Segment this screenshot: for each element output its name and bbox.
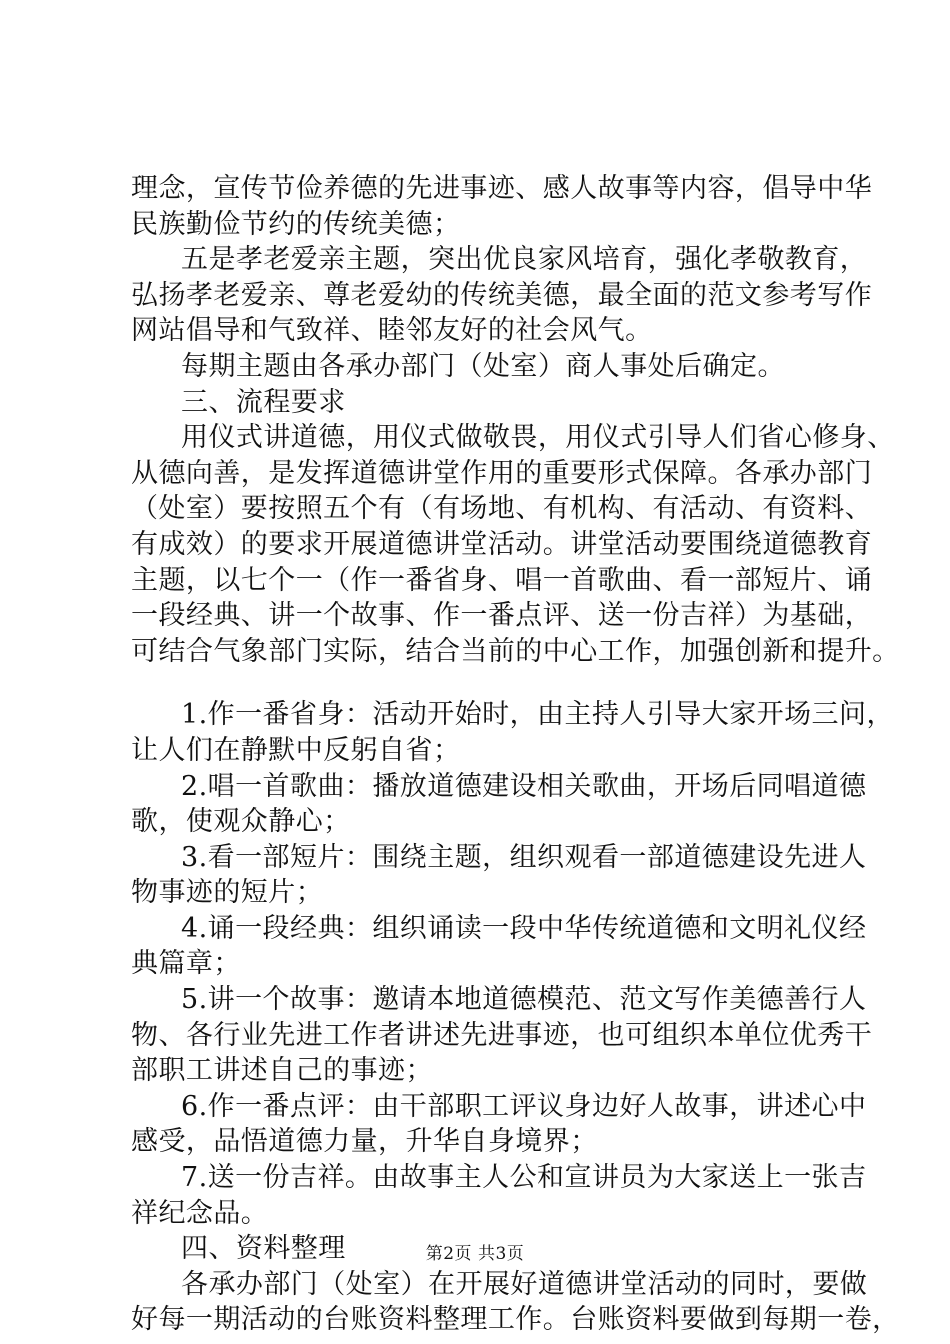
text-line: 5.讲一个故事：邀请本地道德模范、范文写作美德善行人 xyxy=(181,984,867,1016)
text-line: 主题，以七个一（作一番省身、唱一首歌曲、看一部短片、诵 xyxy=(131,564,873,596)
text-line: 物、各行业先进工作者讲述先进事迹，也可组织本单位优秀干 xyxy=(131,1019,873,1051)
text-line: 让人们在静默中反躬自省； xyxy=(131,734,461,766)
text-line: 可结合气象部门实际，结合当前的中心工作，加强创新和提升。 xyxy=(131,635,900,667)
text-line: 民族勤俭节约的传统美德； xyxy=(131,208,461,240)
text-line: 理念，宣传节俭养德的先进事迹、感人故事等内容，倡导中华 xyxy=(131,173,873,204)
text-line: 每期主题由各承办部门（处室）商人事处后确定。 xyxy=(181,350,785,382)
text-line: 7.送一份吉祥。由故事主人公和宣讲员为大家送上一张吉 xyxy=(181,1162,867,1194)
text-line: 祥纪念品。 xyxy=(131,1197,269,1229)
text-line: 1.作一番省身：活动开始时，由主持人引导大家开场三问， xyxy=(181,699,894,731)
text-line: 弘扬孝老爱亲、尊老爱幼的传统美德，最全面的范文参考写作 xyxy=(131,279,873,311)
text-line: 2.唱一首歌曲：播放道德建设相关歌曲，开场后同唱道德 xyxy=(181,770,867,802)
text-line: 三、流程要求 xyxy=(181,386,346,418)
text-line: 典篇章； xyxy=(131,948,241,980)
text-line: 五是孝老爱亲主题，突出优良家风培育，强化孝敬教育， xyxy=(181,244,868,276)
text-line: 3.看一部短片：围绕主题，组织观看一部道德建设先进人 xyxy=(181,841,867,873)
text-line: 四、资料整理 xyxy=(181,1233,346,1265)
text-line: 从德向善，是发挥道德讲堂作用的重要形式保障。各承办部门 xyxy=(131,457,873,489)
page-footer: 第2页 共3页 xyxy=(425,1244,525,1264)
text-line: （处室）要按照五个有（有场地、有机构、有活动、有资料、 xyxy=(131,493,873,525)
text-line: 好每一期活动的台账资料整理工作。台账资料要做到每期一卷， xyxy=(131,1304,900,1336)
document-body xyxy=(131,171,900,1338)
text-line: 有成效）的要求开展道德讲堂活动。讲堂活动要围绕道德教育 xyxy=(131,528,873,560)
text-line: 6.作一番点评：由干部职工评议身边好人故事，讲述心中 xyxy=(181,1090,867,1122)
text-line: 物事迹的短片； xyxy=(131,877,324,909)
text-line: 网站倡导和气致祥、睦邻友好的社会风气。 xyxy=(131,315,653,347)
text-line: 部职工讲述自己的事迹； xyxy=(131,1055,433,1087)
text-line: 一段经典、讲一个故事、作一番点评、送一份吉祥）为基础， xyxy=(131,600,873,632)
text-line: 歌，使观众静心； xyxy=(131,806,351,838)
text-line: 感受，品悟道德力量，升华自身境界； xyxy=(131,1126,598,1158)
text-line: 4.诵一段经典：组织诵读一段中华传统道德和文明礼仪经 xyxy=(181,912,867,944)
text-line: 用仪式讲道德，用仪式做敬畏，用仪式引导人们省心修身、 xyxy=(181,422,895,454)
text-line: 各承办部门（处室）在开展好道德讲堂活动的同时，要做 xyxy=(181,1268,868,1300)
